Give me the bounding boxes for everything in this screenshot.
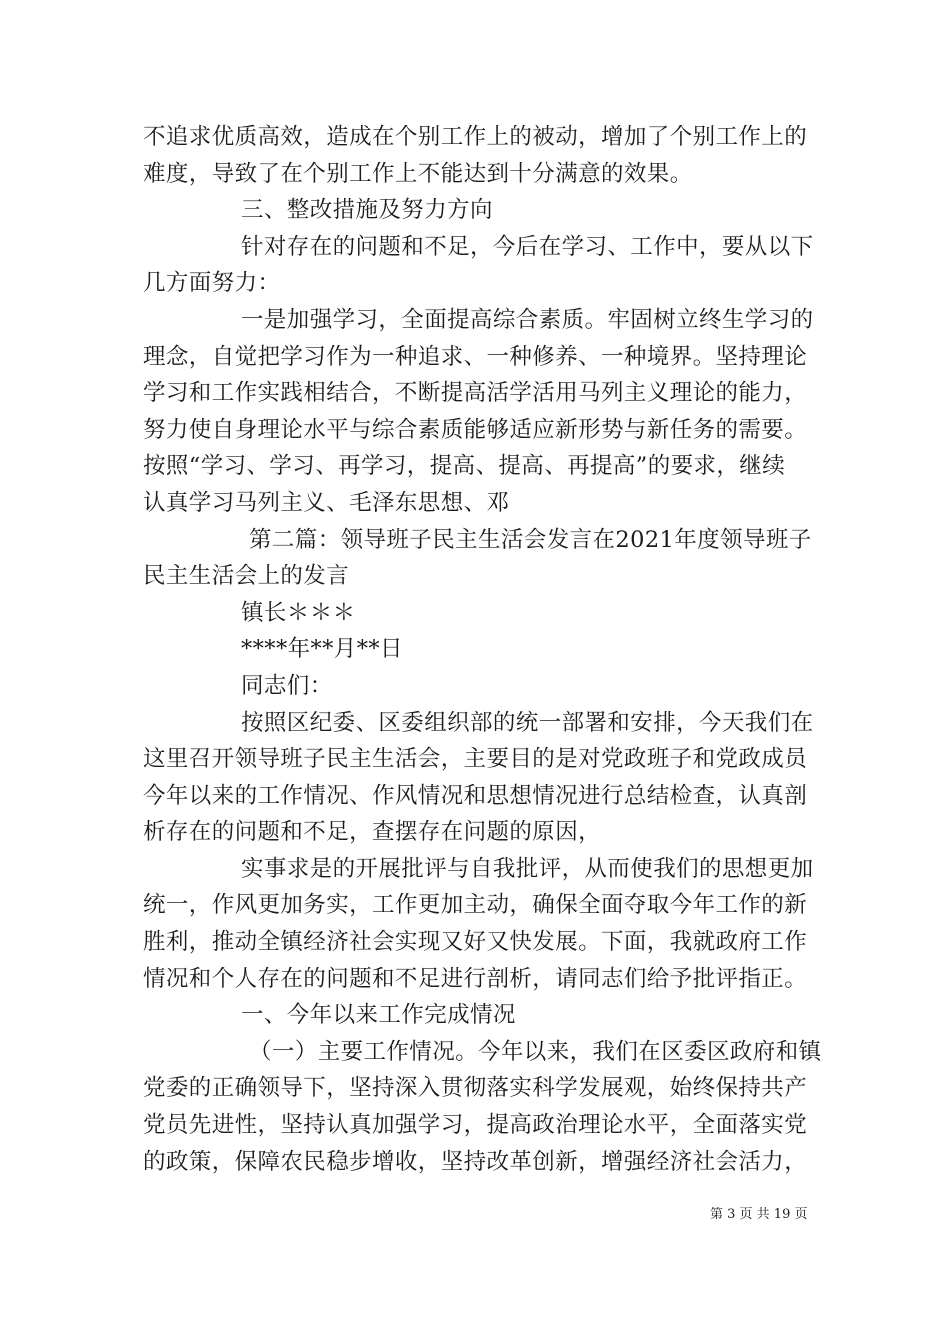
body-line: 党员先进性，坚持认真加强学习，提高政治理论水平，全面落实党 — [143, 1112, 808, 1139]
body-line: 学习和工作实践相结合，不断提高活学活用马列主义理论的能力， — [143, 380, 808, 407]
speaker-line: 镇长＊＊＊ — [241, 599, 356, 626]
body-line: 的政策，保障农民稳步增收，坚持改革创新，增强经济社会活力， — [143, 1148, 808, 1175]
body-line: 难度，导致了在个别工作上不能达到十分满意的效果。 — [143, 160, 693, 187]
paragraph-start: （一）主要工作情况。今年以来，我们在区委区政府和镇 — [249, 1038, 822, 1065]
body-line: 情况和个人存在的问题和不足进行剖析，请同志们给予批评指正。 — [143, 965, 808, 992]
salutation: 同志们： — [241, 672, 333, 699]
paragraph-start: 实事求是的开展批评与自我批评，从而使我们的思想更加 — [241, 855, 814, 882]
body-line: 不追求优质高效，造成在个别工作上的被动，增加了个别工作上的 — [143, 124, 808, 150]
section-heading: 三、整改措施及努力方向 — [241, 197, 493, 224]
paragraph-start: 一是加强学习，全面提高综合素质。牢固树立终生学习的 — [241, 306, 814, 333]
body-line: 理念，自觉把学习作为一种追求、一种修养、一种境界。坚持理论 — [143, 343, 808, 370]
body-line: 这里召开领导班子民主生活会，主要目的是对党政班子和党政成员 — [143, 746, 808, 773]
body-line: 几方面努力： — [143, 270, 281, 297]
article-title-continued: 民主生活会上的发言 — [143, 563, 350, 590]
body-line: 按照“学习、学习、再学习，提高、提高、再提高”的要求，继续 — [143, 453, 786, 480]
body-line: 党委的正确领导下，坚持深入贯彻落实科学发展观，始终保持共产 — [143, 1075, 808, 1102]
body-line: 析存在的问题和不足，查摆存在问题的原因， — [143, 819, 602, 846]
section-heading: 一、今年以来工作完成情况 — [241, 1002, 516, 1029]
body-line: 今年以来的工作情况、作风情况和思想情况进行总结检查，认真剖 — [143, 782, 808, 809]
body-line: 认真学习马列主义、毛泽东思想、邓 — [143, 489, 510, 516]
paragraph-start: 针对存在的问题和不足，今后在学习、工作中，要从以下 — [241, 233, 814, 260]
body-line: 努力使自身理论水平与综合素质能够适应新形势与新任务的需要。 — [143, 416, 808, 443]
page-number-footer: 第 3 页 共 19 页 — [710, 1207, 808, 1222]
document-body — [143, 119, 822, 1180]
article-title: 第二篇：领导班子民主生活会发言在2021年度领导班子 — [249, 526, 812, 553]
body-line: 胜利，推动全镇经济社会实现又好又快发展。下面，我就政府工作 — [143, 929, 808, 956]
date-line: ****年**月**日 — [241, 636, 403, 663]
paragraph-start: 按照区纪委、区委组织部的统一部署和安排，今天我们在 — [241, 709, 814, 736]
body-line: 统一，作风更加务实，工作更加主动，确保全面夺取今年工作的新 — [143, 892, 808, 919]
